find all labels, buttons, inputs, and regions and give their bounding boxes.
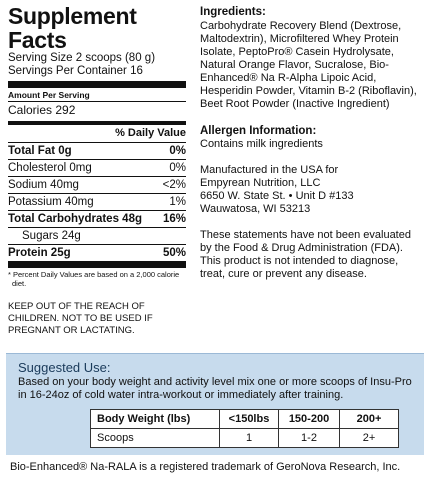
table-cell: 2+ [340,429,399,448]
ingredients-heading: Ingredients: [200,6,266,18]
table-row [91,429,399,448]
ingredients-text: Carbohydrate Recovery Blend (Dextrose, Maltodextrin), Microfiltered Whey Protein Isolate, PeptoPro® Casein Hydrolysate, Natural Orange Flavor, Sucralose, Bio-Enhanced® Na R-Alpha Lipoic Acid, Hesperidin Powder, Vitamin B-2 (Riboflavin), Beet Root Powder (Inactive Ingredient) [200,20,417,110]
fda-statement: These statements have not been evaluated by the Food & Drug Administration (FDA). This product is not intended to diagnose, treat, cure or prevent any disease. [200,229,411,280]
manufacturer-line: Wauwatosa, WI 53213 [200,203,311,215]
manufacturer-address [200,164,425,216]
table-header-cell: 200+ [340,410,399,429]
allergen-heading: Allergen Information: [200,125,317,137]
daily-value-header: % Daily Value [115,127,186,139]
table-header-row [91,410,399,429]
nutrient-row-potassium [8,193,186,210]
nutrient-daily-value: 1% [169,196,186,208]
suggested-use-title: Suggested Use: [18,360,111,375]
nutrient-daily-value: 16% [162,213,186,225]
nutrient-row-cholesterol [8,159,186,176]
thick-divider [8,261,186,268]
table-cell: 1 [220,429,279,448]
allergen-text: Contains milk ingredients [200,138,323,150]
nutrient-label: Total Fat 0g [8,145,72,157]
dosage-table [90,409,399,448]
nutrient-daily-value: 50% [162,247,186,259]
suggested-use-text: Based on your body weight and activity level mix one or more scoops of Insu-Pro in 16-24oz of cold water intra-workout or immediately after training. [18,376,412,401]
manufacturer-line: 6650 W. State St. • Unit D #133 [200,190,354,202]
nutrient-label: Sodium 40mg [8,179,79,191]
table-header-cell: <150lbs [220,410,279,429]
nutrient-label: Potassium 40mg [8,196,94,208]
ingredients-column [200,6,425,281]
nutrient-row-sodium [8,176,186,193]
table-header-cell: 150-200 [279,410,340,429]
nutrient-daily-value: <2% [162,179,186,191]
table-header-cell: Body Weight (lbs) [91,410,220,429]
nutrient-row-total-carbohydrates [8,210,186,227]
warning-text: KEEP OUT OF THE REACH OF CHILDREN. NOT TO BE USED IF PREGNANT OR LACTATING. [8,301,153,336]
nutrient-label: Total Carbohydrates 48g [8,213,142,225]
nutrient-daily-value: 0% [169,145,186,157]
nutrient-label: Sugars 24g [22,230,81,242]
nutrient-row-protein [8,244,186,261]
amount-per-serving-label: Amount Per Serving [8,90,90,100]
calories-value: Calories 292 [8,103,76,117]
trademark-notice: Bio-Enhanced® Na-RALA is a registered trademark of GeroNova Research, Inc. [10,461,401,473]
table-cell: 1-2 [279,429,340,448]
thick-divider [8,81,186,88]
serving-size: Serving Size 2 scoops (80 g) [8,52,156,64]
servings-per-container: Servings Per Container 16 [8,65,143,77]
nutrient-label: Cholesterol 0mg [8,162,92,174]
nutrient-daily-value: 0% [169,162,186,174]
nutrient-row-total-fat [8,142,186,159]
nutrient-label: Protein 25g [8,247,71,259]
manufacturer-line: Empyrean Nutrition, LLC [200,177,321,189]
table-cell: Scoops [91,429,220,448]
nutrient-row-sugars [8,227,186,244]
manufacturer-line: Manufactured in the USA for [200,164,339,176]
daily-value-footnote: * Percent Daily Values are based on a 2,000 calorie diet. [8,270,180,288]
supplement-facts-title: Supplement Facts [8,3,137,53]
suggested-use-box [6,353,424,455]
supplement-facts-panel [8,4,186,288]
